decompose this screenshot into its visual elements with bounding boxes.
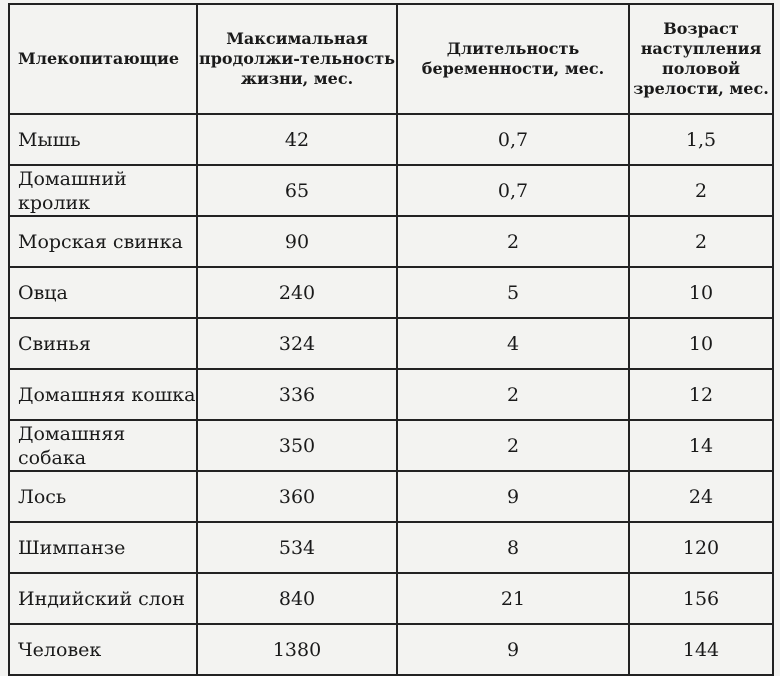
cell-gestation: 5 (397, 267, 629, 318)
table-header-row (9, 4, 773, 114)
cell-lifespan: 336 (197, 369, 397, 420)
table-row (9, 624, 773, 675)
cell-gestation: 9 (397, 624, 629, 675)
header-max-lifespan: Максимальная продолжи-тельность жизни, мес. (197, 4, 397, 114)
table-row (9, 420, 773, 471)
cell-mammal: Домашний кролик (9, 165, 197, 216)
cell-mammal: Лось (9, 471, 197, 522)
cell-maturity: 14 (629, 420, 773, 471)
cell-gestation: 2 (397, 420, 629, 471)
cell-maturity: 10 (629, 267, 773, 318)
cell-mammal: Домашняя кошка (9, 369, 197, 420)
cell-gestation: 9 (397, 471, 629, 522)
cell-mammal: Свинья (9, 318, 197, 369)
cell-gestation: 21 (397, 573, 629, 624)
cell-gestation: 4 (397, 318, 629, 369)
table-row (9, 216, 773, 267)
cell-mammal: Человек (9, 624, 197, 675)
cell-lifespan: 840 (197, 573, 397, 624)
table-row (9, 267, 773, 318)
cell-mammal: Домашняя собака (9, 420, 197, 471)
cell-mammal: Морская свинка (9, 216, 197, 267)
cell-maturity: 2 (629, 216, 773, 267)
cell-maturity: 10 (629, 318, 773, 369)
cell-gestation: 0,7 (397, 114, 629, 165)
header-maturity-age: Возраст наступления половой зрелости, мес. (629, 4, 773, 114)
cell-lifespan: 324 (197, 318, 397, 369)
cell-maturity: 12 (629, 369, 773, 420)
cell-lifespan: 534 (197, 522, 397, 573)
table-row (9, 573, 773, 624)
header-gestation: Длительность беременности, мес. (397, 4, 629, 114)
cell-gestation: 0,7 (397, 165, 629, 216)
table-row (9, 522, 773, 573)
cell-maturity: 144 (629, 624, 773, 675)
cell-mammal: Мышь (9, 114, 197, 165)
cell-gestation: 2 (397, 369, 629, 420)
cell-lifespan: 1380 (197, 624, 397, 675)
table-row (9, 318, 773, 369)
cell-maturity: 1,5 (629, 114, 773, 165)
table-row (9, 114, 773, 165)
cell-gestation: 2 (397, 216, 629, 267)
cell-maturity: 2 (629, 165, 773, 216)
cell-mammal: Шимпанзе (9, 522, 197, 573)
mammal-lifespan-table (8, 3, 774, 676)
cell-maturity: 24 (629, 471, 773, 522)
cell-lifespan: 350 (197, 420, 397, 471)
cell-lifespan: 65 (197, 165, 397, 216)
cell-gestation: 8 (397, 522, 629, 573)
cell-lifespan: 360 (197, 471, 397, 522)
cell-lifespan: 42 (197, 114, 397, 165)
header-mammals: Млекопитающие (9, 4, 197, 114)
cell-lifespan: 240 (197, 267, 397, 318)
table-row (9, 165, 773, 216)
table-row (9, 471, 773, 522)
cell-lifespan: 90 (197, 216, 397, 267)
cell-mammal: Овца (9, 267, 197, 318)
table-row (9, 369, 773, 420)
cell-mammal: Индийский слон (9, 573, 197, 624)
cell-maturity: 156 (629, 573, 773, 624)
cell-maturity: 120 (629, 522, 773, 573)
